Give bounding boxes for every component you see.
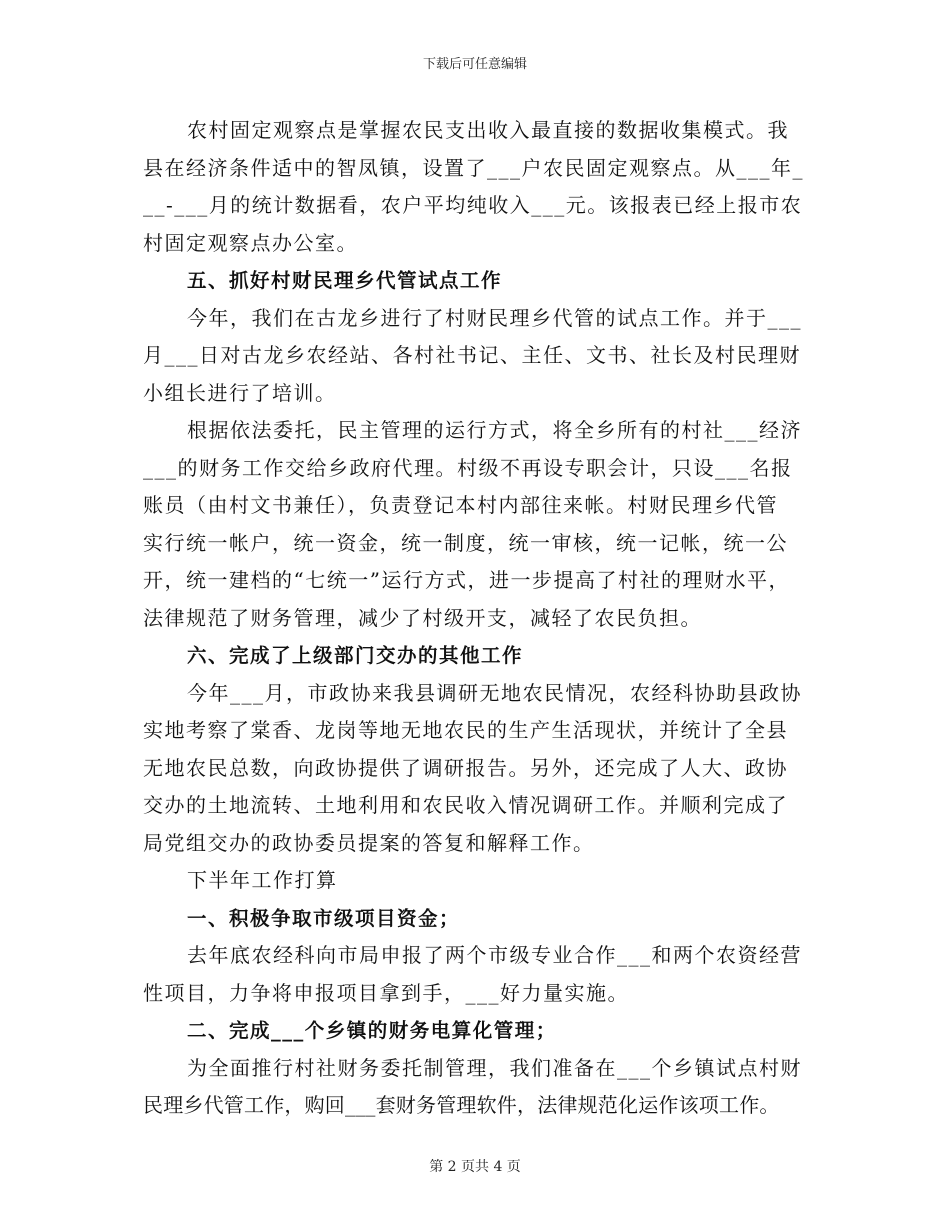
text-line: 交办的土地流转、土地利用和农民收入情况调研工作。并顺利完成了: [143, 793, 788, 817]
document-body: [143, 112, 821, 1125]
text-line: 村固定观察点办公室。: [143, 230, 358, 255]
text-line: ___的财务工作交给乡政府代理。村级不再设专职会计，只设___名报: [143, 455, 793, 480]
text-line: 为全面推行村社财务委托制管理，我们准备在___个乡镇试点村财: [187, 1055, 802, 1080]
text-line: 无地农民总数，向政协提供了调研报告。另外，还完成了人大、政协: [143, 755, 788, 780]
text-line: __-___月的统计数据看，农户平均纯收入___元。该报表已经上报市农: [143, 193, 803, 217]
text-line: 法律规范了财务管理，减少了村级开支，减轻了农民负担。: [143, 605, 702, 630]
text-line: 今年，我们在古龙乡进行了村财民理乡代管的试点工作。并于___: [187, 305, 802, 330]
text-line: 今年___月，市政协来我县调研无地农民情况，农经科协助县政协: [187, 680, 802, 705]
text-line: 下半年工作打算: [187, 868, 338, 892]
text-line: 农村固定观察点是掌握农民支出收入最直接的数据收集模式。我: [187, 118, 789, 142]
text-line: 性项目，力争将申报项目拿到手，___好力量实施。: [143, 980, 629, 1005]
text-line: 县在经济条件适中的智凤镇，设置了___户农民固定观察点。从___年_: [143, 155, 804, 180]
section-heading: 二、完成___个乡镇的财务电算化管理；: [187, 1019, 557, 1042]
page-footer: 第 2 页共 4 页: [429, 1159, 521, 1175]
text-line: 实行统一帐户，统一资金，统一制度，统一审核，统一记帐，统一公: [143, 530, 788, 555]
text-line: 账员（由村文书兼任），负责登记本村内部往来帐。村财民理乡代管: [143, 493, 778, 517]
section-heading: 五、抓好村财民理乡代管试点工作: [187, 269, 503, 292]
text-line: 局党组交办的政协委员提案的答复和解释工作。: [143, 830, 595, 855]
section-heading: 六、完成了上级部门交办的其他工作: [187, 644, 524, 667]
section-heading: 一、积极争取市级项目资金；: [187, 906, 461, 930]
text-line: 去年底农经科向市局申报了两个市级专业合作___和两个农资经营: [187, 943, 802, 967]
text-line: 实地考察了棠香、龙岗等地无地农民的生产生活现状，并统计了全县: [143, 718, 788, 742]
text-line: 根据依法委托，民主管理的运行方式，将全乡所有的村社___经济: [187, 418, 802, 442]
text-line: 小组长进行了培训。: [143, 380, 337, 405]
text-line: 开，统一建档的“七统一”运行方式，进一步提高了村社的理财水平，: [143, 568, 790, 592]
text-line: 月___日对古龙乡农经站、各村社书记、主任、文书、社长及村民理财: [143, 343, 801, 367]
text-line: 民理乡代管工作，购回___套财务管理软件，法律规范化运作该项工作。: [143, 1093, 780, 1117]
page-header: 下载后可任意编辑: [422, 57, 527, 72]
